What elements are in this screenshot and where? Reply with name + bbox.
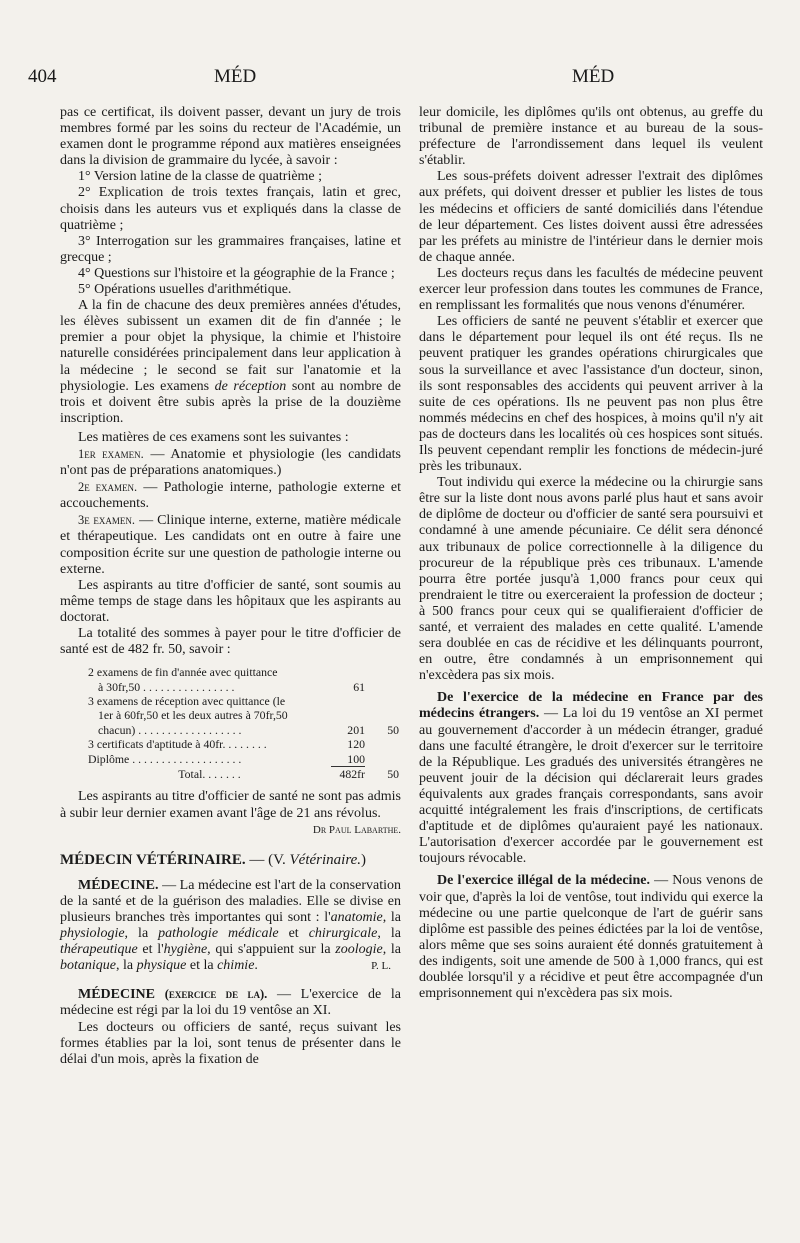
text: , la <box>124 926 159 942</box>
fee-amount: 120 <box>347 737 365 752</box>
section-etrangers <box>419 690 763 867</box>
text: , la <box>382 942 402 958</box>
fee-row <box>88 708 401 722</box>
list-item: 4° Questions sur l'histoire et la géographie de la France ; <box>78 265 395 281</box>
fee-row <box>88 694 401 708</box>
paragraph: pas ce certificat, ils doivent passer, devant un jury de trois membres formé par les soins du recteur de l'Académie, un examen dont le programme répond aux matières enseignées dans la division de grammaire du lycée, à savoir : <box>60 105 401 169</box>
text-italic: anatomie <box>330 910 383 925</box>
text: — Nous venons de voir que, d'après la loi de ventôse, tout individu qui exerce la médecine ou une partie quelconque de l'art de guérir sans diplôme est passible des peines édictées par la loi de ventôse, alors même que ses soins auraient été donnés gratuitement à des indigents, soit une amende de 500 à 1,000 francs, qui est doublée lorsqu'il y a récidive et peut être accompagnée d'un emprisonnement qui n'excèdera pas six mois. <box>419 873 764 1002</box>
text: A la fin de chacune des deux premières années d'études, les élèves subissent un examen dit de fin d'année ; le premier a pour objet la physique, la chimie et l'histoire naturelle considérées principalement dans leur application à la médecine ; le second se fait sur l'anatomie et la physiologie. Les examens <box>60 298 401 394</box>
fee-cents: 50 <box>387 722 399 737</box>
paragraph: Les docteurs ou officiers de santé, reçus suivant les formes établies par la loi, sont tenus de présenter dans le délai d'un mois, après la fixation de <box>60 1019 401 1067</box>
text: ) <box>361 851 367 868</box>
fee-row <box>88 680 401 694</box>
paragraph: Les aspirants au titre d'officier de santé, sont soumis au même temps de stage dans les hôpitaux que les aspirants au doctorat. <box>60 577 401 625</box>
exam-label: 1er examen. <box>78 446 144 461</box>
fee-desc: 3 certificats d'aptitude à 40fr. . . . . . . . <box>88 737 267 752</box>
exam-label: 3e examen. <box>78 513 136 528</box>
text-italic: chimie <box>217 958 255 974</box>
text-italic: zoologie <box>335 942 383 958</box>
list-item: 5° Opérations usuelles d'arithmétique. <box>78 282 292 298</box>
section-heading: De l'exercice illégal de la médecine. <box>437 873 650 889</box>
fee-amount: 201 <box>347 722 365 737</box>
signature <box>60 822 401 838</box>
fee-total-label: Total. . . . . . . <box>178 767 241 782</box>
text: , qui s'appuient sur la <box>207 942 336 958</box>
fee-total-cents: 50 <box>387 767 399 782</box>
fee-desc: 2 examens de fin d'année avec quittance <box>88 665 278 680</box>
text: , la <box>116 958 137 974</box>
exam-label: 2e examen. <box>78 480 138 495</box>
fee-row <box>88 665 401 679</box>
entry-exercice <box>60 986 401 1019</box>
text: et la <box>186 958 218 974</box>
fee-desc: Diplôme . . . . . . . . . . . . . . . . . . . <box>88 751 242 766</box>
text: — Anatomie et physiologie (les candidats n'ont pas de préparations anatomiques.) <box>60 446 401 479</box>
entry-medecin-veterinaire <box>60 852 401 868</box>
text-italic: botanique <box>60 958 116 974</box>
text: — La médecine est l'art de la conservation de la santé et de la guérison des maladies. Elle se divise en plusieurs branches très importantes qui sont : l' <box>60 877 401 925</box>
list-item: 2° Explication de trois textes français, latin et grec, choisis dans les auteurs vus et expliqués dans la classe de quatrième ; <box>60 185 401 233</box>
paragraph: Les docteurs reçus dans les facultés de médecine peuvent exercer leur profession dans toutes les communes de France, en remplissant les formalités que nous venons d'énumérer. <box>419 265 763 314</box>
page-number: 404 <box>28 66 57 87</box>
paragraph: leur domicile, les diplômes qu'ils ont obtenus, au greffe du tribunal de première instance et au bureau de la sous-préfecture de l'arrondissement dans lequel ils veulent s'établir. <box>419 105 763 169</box>
entry-subtitle: (exercice de la). <box>164 987 268 1002</box>
text-italic: chirurgicale <box>308 926 378 942</box>
text-italic: de réception <box>214 378 287 394</box>
running-head-left: MÉD <box>214 66 257 87</box>
entry-title: MÉDECIN VÉTÉRINAIRE. <box>60 851 246 868</box>
paragraph: Les aspirants au titre d'officier de santé ne sont pas admis à subir leur dernier examen avant l'âge de 21 ans révolus. <box>60 789 401 821</box>
paragraph: Les sous-préfets doivent adresser l'extrait des diplômes aux préfets, qui doivent dresser et publier les listes de tous les médecins et officiers de santé domiciliés dans l'étendue de leur département. Ces listes doivent aussi être adressées par les préfets au ministre de l'intérieur dans le dernier mois de chaque année. <box>419 169 763 265</box>
paragraph: Les officiers de santé ne peuvent s'établir et exercer que dans le département pour lequel ils ont été reçus. Ils ne peuvent pratiquer les grandes opérations chirurgicales que sous la surveillance et avec l'assistance d'un docteur, sinon, ils sont responsables des accidents qui peuvent arriver à la suite de ces opérations. Ils ne peuvent pas non plus être nommés médecins en chef des hospices, à moins qu'il n'y ait pas de docteurs dans les localités où ces hospices sont situés. Ils peuvent cependant remplir les fonctions de médecin-juré près les tribunaux. <box>419 314 763 475</box>
paragraph: Tout individu qui exerce la médecine ou la chirurgie sans être sur la liste dont nous avons parlé plus haut et sans avoir de diplôme de docteur ou d'officier de santé sera poursuivi et condamné à une amende pécuniaire. Ce délit sera dénoncé aux tribunaux de police correctionnelle à la diligence du procureur de la république près ces tribunaux. L'amende pourra être portée jusqu'à 1,000 francs pour ceux qui prendraient le titre ou exerceraient la profession de docteur ; à 500 francs pour ceux qui se qualifieraient d'officier de santé, et verraient des malades en cette qualité. L'amende sera doublée en cas de récidive et les délinquants pourront, en outre, être condamnés à un emprisonnement qui n'excèdera pas six mois. <box>419 475 763 684</box>
text: sont au nombre de trois et doivent être subis après la prise de la douzième inscription. <box>60 378 401 426</box>
text-italic: physiologie <box>60 926 125 942</box>
fee-row <box>88 752 401 766</box>
fee-desc: 1er à 60fr,50 et les deux autres à 70fr,50 <box>98 708 288 723</box>
fees-table <box>88 665 401 781</box>
fee-desc: 3 examens de réception avec quittance (le <box>88 694 286 708</box>
signature-initials: P. L. <box>371 960 391 973</box>
text: — L'exercice de la médecine est régi par la loi du 19 ventôse an XI. <box>60 987 402 1019</box>
fee-amount: 61 <box>353 679 365 694</box>
running-head-right: MÉD <box>572 66 615 87</box>
exam-1 <box>60 446 401 479</box>
fee-desc: chacun) . . . . . . . . . . . . . . . . . . <box>98 722 242 737</box>
text: et <box>278 926 309 942</box>
text: — (V. <box>245 851 290 868</box>
text-italic: hygiène <box>163 942 208 958</box>
text: — Pathologie interne, pathologie externe et accouchements. <box>60 480 401 512</box>
paragraph: La totalité des sommes à payer pour le titre d'officier de santé est de 482 fr. 50, savoir : <box>60 626 401 658</box>
fee-row <box>88 737 401 751</box>
paragraph <box>60 298 401 427</box>
section-heading: De l'exercice de la médecine en France par des médecins étrangers. <box>419 690 763 722</box>
text-italic: physique <box>136 958 187 974</box>
section-exercice-illegal <box>419 873 763 1002</box>
entry-title: MÉDECINE <box>78 987 156 1003</box>
fee-desc: à 30fr,50 . . . . . . . . . . . . . . . . <box>98 679 235 694</box>
exam-2 <box>60 479 401 512</box>
left-column <box>60 105 401 1068</box>
text: — La loi du 19 ventôse an XI permet au gouvernement d'accorder à un médecin étranger, gradué dans une faculté étrangère, le droit d'exercer sur le territoire de la République. Les gradués des universités étrangères ne peuvent jouir de la décision qui déclarerait leurs grades équivalents aux grades français correspondants, sans avoir acquitté intégralement les frais d'inscriptions, de certificats d'aptitude et de diplômes qu'auraient payé les nationaux. L'autorisation d'exercer accordée par le gouvernement est toujours révocable. <box>419 706 763 867</box>
exam-3 <box>60 512 401 577</box>
fee-row <box>88 723 401 737</box>
paragraph: Les matières de ces examens sont les suivantes : <box>78 429 349 445</box>
text-italic: Vétérinaire. <box>289 851 362 868</box>
text: et l' <box>137 942 164 958</box>
fee-total-amount: 482fr <box>331 766 365 781</box>
list-item: 1° Version latine de la classe de quatrième ; <box>78 169 323 185</box>
fee-total-row <box>88 766 401 781</box>
entry-medecine <box>60 878 401 975</box>
text-italic: thérapeutique <box>60 942 138 958</box>
list-item: 3° Interrogation sur les grammaires françaises, latine et grecque ; <box>60 233 401 265</box>
entry-title: MÉDECINE. <box>78 877 159 893</box>
text: , la <box>377 926 401 942</box>
text-italic: pathologie médicale <box>158 926 279 942</box>
text: — Clinique interne, externe, matière médicale et thérapeutique. Les candidats ont en outre à faire une composition écrite sur une question de pathologie interne ou externe. <box>60 513 401 577</box>
text: , la <box>382 910 401 925</box>
text: . <box>254 958 258 974</box>
fee-amount: 100 <box>347 751 365 766</box>
signature-text: Dr Paul Labarthe. <box>312 823 401 836</box>
right-column <box>419 105 763 1002</box>
